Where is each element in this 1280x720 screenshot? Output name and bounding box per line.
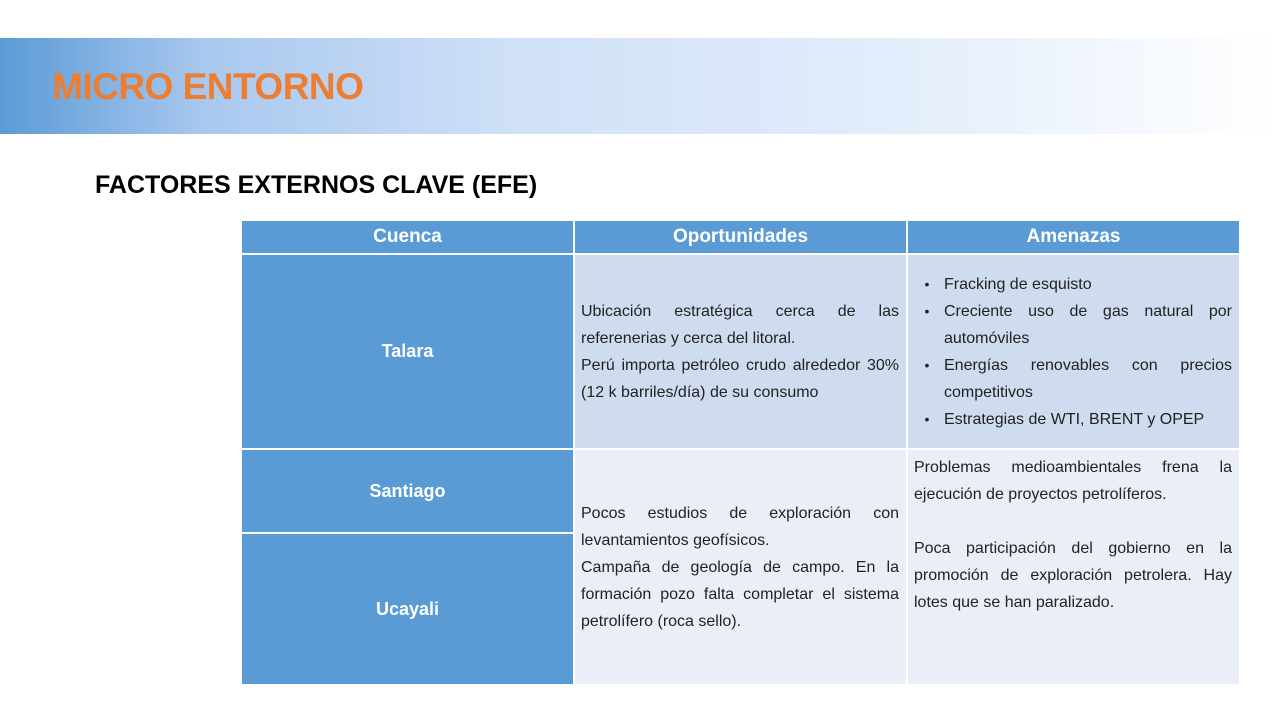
opportunity-text: Pocos estudios de exploración con levantamientos geofísicos.	[581, 504, 899, 549]
opportunity-text: Campaña de geología de campo. En la formación pozo falta completar el sistema petrolífero (roca sello).	[581, 558, 899, 630]
header-oportunidades: Oportunidades	[574, 220, 907, 254]
header-amenazas: Amenazas	[907, 220, 1240, 254]
bullet-icon: •	[924, 410, 930, 427]
opportunities-cell-shared	[574, 449, 907, 685]
bullet-icon: •	[924, 275, 930, 292]
paragraph-spacer	[914, 508, 1232, 535]
list-item	[914, 352, 1232, 406]
list-item	[914, 298, 1232, 352]
threats-cell-shared	[907, 449, 1240, 685]
opportunity-text: Perú importa petróleo crudo alrededor 30% (12 k barriles/día) de su consumo	[581, 356, 899, 401]
threat-text: Problemas medioambientales frena la ejecución de proyectos petrolíferos.	[914, 459, 1232, 503]
basin-cell-ucayali: Ucayali	[241, 533, 574, 685]
table-row	[241, 449, 1240, 533]
opportunity-text: Ubicación estratégica cerca de las referenerias y cerca del litoral.	[581, 302, 899, 347]
list-item	[914, 271, 1232, 298]
bullet-icon: •	[924, 356, 930, 373]
threats-list	[914, 271, 1232, 433]
threat-text: Energías renovables con precios competitivos	[944, 356, 1232, 401]
header-cuenca: Cuenca	[241, 220, 574, 254]
list-item	[914, 406, 1232, 433]
threats-cell-talara	[907, 254, 1240, 449]
threat-text: Estrategias de WTI, BRENT y OPEP	[944, 410, 1205, 428]
threat-text: Fracking de esquisto	[944, 275, 1092, 293]
efe-table	[240, 219, 1241, 686]
slide-subtitle: FACTORES EXTERNOS CLAVE (EFE)	[95, 171, 538, 199]
basin-cell-talara: Talara	[241, 254, 574, 449]
opportunities-cell-talara	[574, 254, 907, 449]
basin-cell-santiago: Santiago	[241, 449, 574, 533]
threat-text: Poca participación del gobierno en la promoción de exploración petrolera. Hay lotes que se han paralizado.	[914, 540, 1232, 611]
threat-text: Creciente uso de gas natural por automóviles	[944, 302, 1232, 347]
table-header-row	[241, 220, 1240, 254]
bullet-icon: •	[924, 302, 930, 319]
table-row	[241, 254, 1240, 449]
slide-title: MICRO ENTORNO	[52, 66, 364, 107]
